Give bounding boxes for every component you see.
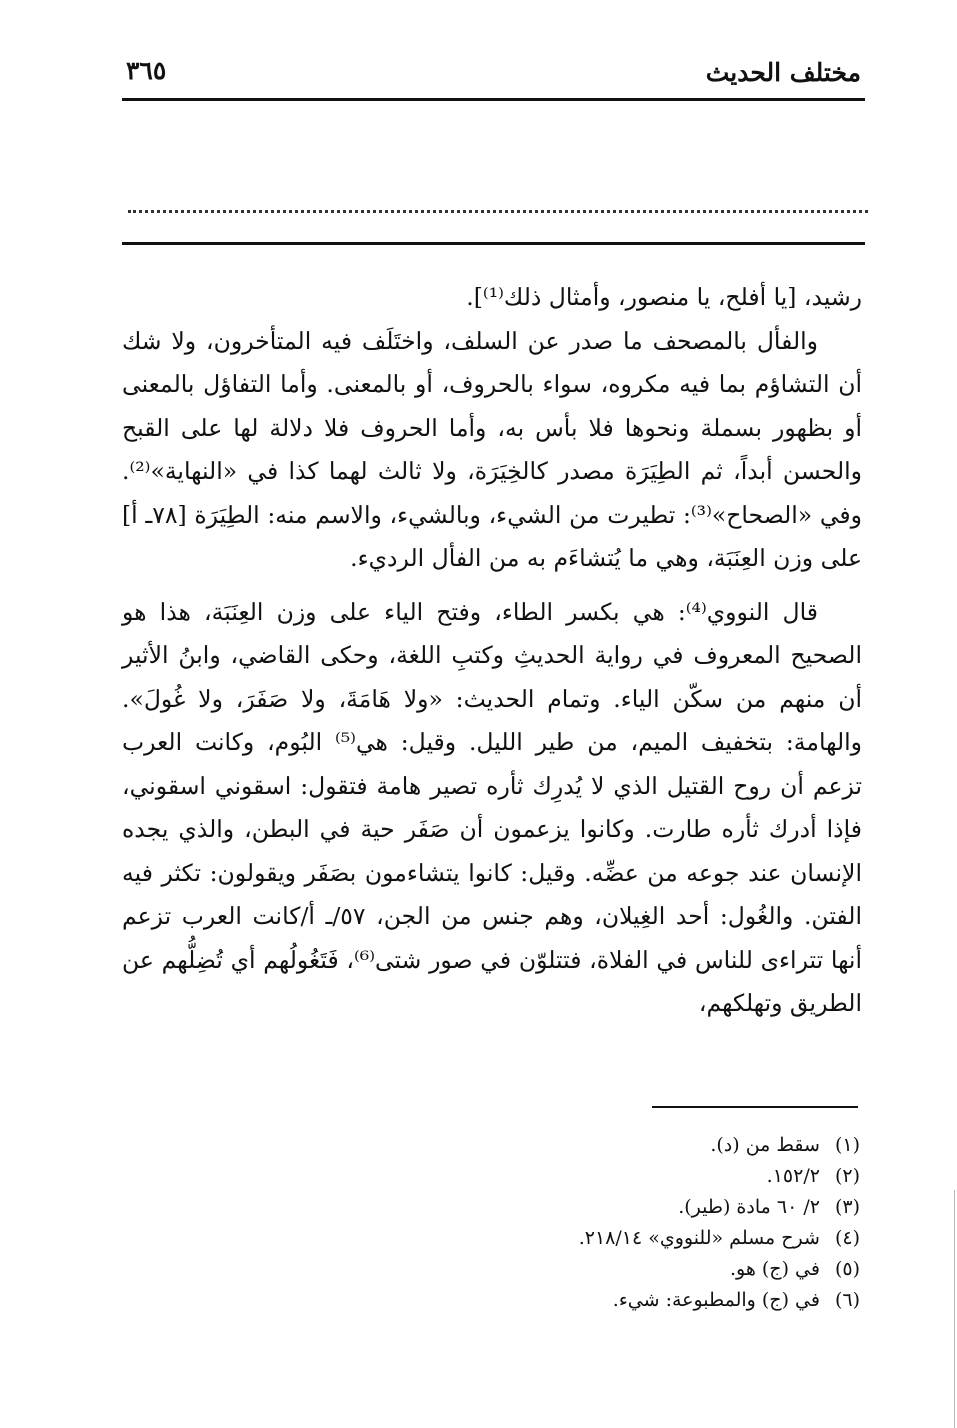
footnote-item <box>122 1130 860 1161</box>
footnote-rule <box>652 1106 858 1108</box>
footnote-number: (١) <box>834 1134 860 1156</box>
footnote-text: سقط من (د). <box>710 1134 820 1156</box>
paragraph-omen: والفأل بالمصحف ما صدر عن السلف، واختَلَف فيه المتأخرون، ولا شك أن التشاؤم بما فيه مكروه، سواء بالحروف، أو بالمعنى. وأما التفاؤل بالمعنى أو بظهور بسملة ونحوها فلا بأس به، وأما الحروف فلا دلالة لها على القبح والحسن أبداً، ثم الطِيَرَة مصدر كالخِيَرَة، ولا ثالث لهما كذا في «النهاية»⁽²⁾. وفي «الصحاح»⁽³⁾: تطيرت من الشيء، وبالشيء، والاسم منه: الطِيَرَة [٧٨ـ أ] على وزن العِنَبَة، وهي ما يُتشاءَم به من الفأل الرديء. <box>122 326 862 572</box>
footnote-text: ١٥٢/٢. <box>766 1165 820 1187</box>
header-rule <box>122 98 865 101</box>
dotted-separator <box>128 210 868 213</box>
footnote-text: في (ج) هو. <box>729 1258 820 1280</box>
footnote-item <box>122 1223 860 1254</box>
scan-edge-line <box>954 1190 955 1428</box>
paragraph-nawawi: قال النووي⁽⁴⁾: هي بكسر الطاء، وفتح الياء على وزن العِنَبَة، هذا هو الصحيح المعروف في رواية الحديثِ وكتبِ اللغة، وحكى القاضي، وابنُ الأثير أن منهم من سكّن الياء. وتمام الحديث: «ولا هَامَةَ، ولا صَفَرَ، ولا غُولَ». والهامة: بتخفيف الميم، من طير الليل. وقيل: هي⁽⁵⁾ البُوم، وكانت العرب تزعم أن روح القتيل الذي لا يُدرِك ثأره تصير هامة فتقول: اسقوني اسقوني، فإذا أدرك ثأره طارت. وكانوا يزعمون أن صَفَر حية في البطن، والذي يجده الإنسان عند جوعه من عضِّه. وقيل: كانوا يتشاءمون بصَفَر ويقولون: تكثر فيه الفتن. والغُول: أحد الغِيلان، وهم جنس من الجن، ٥٧/ـ أ/كانت العرب تزعم أنها تتراءى للناس في الفلاة، فتتلوّن في صور شتى⁽⁶⁾، فَتَغُولُهم أي تُضِلُّهم عن الطريق وتهلكهم، <box>122 597 863 1017</box>
footnotes <box>122 1130 860 1316</box>
footnote-text: في (ج) والمطبوعة: شيء. <box>612 1289 820 1311</box>
footnote-item <box>122 1285 860 1316</box>
footnote-number: (٢) <box>834 1165 860 1187</box>
footnote-item <box>122 1254 860 1285</box>
body-text <box>122 276 862 1026</box>
paragraph-continuation: رشيد، [يا أفلح، يا منصور، وأمثال ذلك⁽¹⁾]. <box>466 283 862 311</box>
footnote-item <box>122 1192 860 1223</box>
page-number: ٣٦٥ <box>126 56 167 85</box>
footnote-item <box>122 1161 860 1192</box>
running-title: مختلف الحديث <box>705 58 861 87</box>
footnote-number: (٣) <box>834 1196 860 1218</box>
footnote-number: (٦) <box>834 1289 860 1311</box>
footnote-text: ٢/ ٦٠ مادة (طير). <box>678 1196 820 1218</box>
footnote-number: (٥) <box>834 1258 860 1280</box>
footnote-text: شرح مسلم «للنووي» ٢١٨/١٤. <box>578 1227 820 1249</box>
running-header <box>122 52 861 96</box>
section-rule <box>122 242 865 245</box>
footnote-number: (٤) <box>834 1227 860 1249</box>
